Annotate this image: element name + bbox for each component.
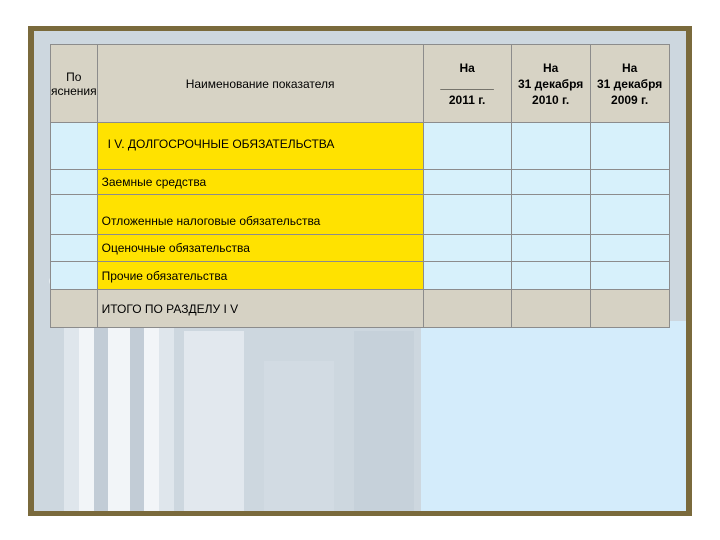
- table-header-row: [51, 45, 670, 123]
- row-label: Заемные средства: [97, 170, 423, 195]
- blue-panel: [421, 321, 686, 511]
- table-row: [51, 262, 670, 290]
- header-period-2009: На 31 декабря 2009 г.: [590, 45, 669, 123]
- table-row: [51, 170, 670, 195]
- section-title: I V. ДОЛГОСРОЧНЫЕ ОБЯЗАТЕЛЬСТВА: [97, 123, 423, 170]
- table-row: [51, 123, 670, 170]
- header-period-2010: На 31 декабря 2010 г.: [511, 45, 590, 123]
- row-label: Прочие обязательства: [97, 262, 423, 290]
- header-indicator-name: Наименование показателя: [97, 45, 423, 123]
- row-label-total: ИТОГО ПО РАЗДЕЛУ I V: [97, 290, 423, 328]
- header-note-number: По яснения: [51, 45, 98, 123]
- table-row: [51, 195, 670, 235]
- row-label: Отложенные налоговые обязательства: [97, 195, 423, 235]
- row-label: Оценочные обязательства: [97, 235, 423, 262]
- table-row: [51, 235, 670, 262]
- balance-table: [50, 44, 670, 328]
- table-total-row: [51, 290, 670, 328]
- header-period-2011: На ________ 2011 г.: [423, 45, 511, 123]
